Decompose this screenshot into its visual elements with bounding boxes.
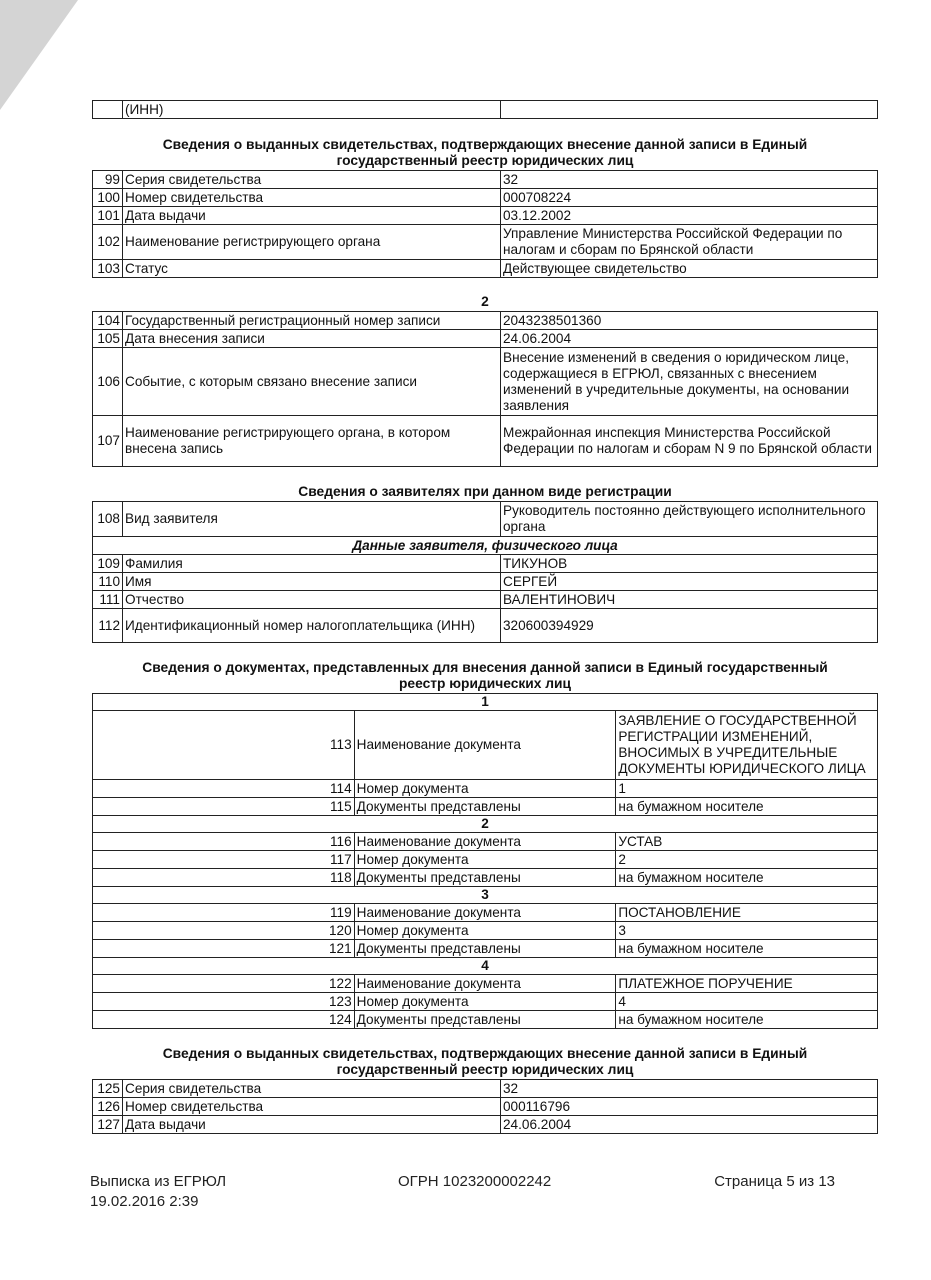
table-row	[93, 694, 878, 711]
row-value: 2043238501360	[501, 312, 878, 330]
row-number: 116	[93, 833, 355, 851]
row-number: 118	[93, 869, 355, 887]
row-label: Дата выдачи	[123, 207, 501, 225]
row-number: 122	[93, 975, 355, 993]
row-number: 126	[93, 1098, 123, 1116]
row-label: Наименование документа	[354, 904, 616, 922]
table-row	[93, 887, 878, 904]
row-value: Руководитель постоянно действующего исполнительного органа	[501, 502, 878, 537]
row-label: Статус	[123, 260, 501, 278]
row-number: 127	[93, 1116, 123, 1134]
footer-datetime: 19.02.2016 2:39	[90, 1193, 199, 1210]
row-number: 101	[93, 207, 123, 225]
row-number: 115	[93, 798, 355, 816]
row-number: 114	[93, 780, 355, 798]
table-row	[93, 171, 878, 189]
row-number: 104	[93, 312, 123, 330]
table-row	[93, 798, 878, 816]
table-row	[93, 416, 878, 467]
record-number-heading: 2	[481, 294, 489, 309]
table-row	[93, 189, 878, 207]
documents-table	[92, 693, 878, 1029]
row-label: Наименование регистрирующего органа	[123, 225, 501, 260]
table-row	[93, 330, 878, 348]
footer-ogrn: ОГРН 1023200002242	[398, 1173, 552, 1190]
page-current: 5	[786, 1173, 795, 1190]
inn-continuation-table	[92, 100, 878, 119]
table-row	[93, 348, 878, 416]
row-number: 121	[93, 940, 355, 958]
row-label: Номер документа	[354, 922, 616, 940]
table-row	[93, 1116, 878, 1134]
applicants-table	[92, 501, 878, 643]
table-row	[93, 816, 878, 833]
table-row	[93, 502, 878, 537]
row-value: ЗАЯВЛЕНИЕ О ГОСУДАРСТВЕННОЙ РЕГИСТРАЦИИ ИЗМЕНЕНИЙ, ВНОСИМЫХ В УЧРЕДИТЕЛЬНЫЕ ДОКУМЕНТЫ ЮРИДИЧЕСКОГО ЛИЦА	[616, 711, 878, 780]
row-value: 2	[616, 851, 878, 869]
row-number	[93, 101, 123, 119]
row-label: Государственный регистрационный номер записи	[123, 312, 501, 330]
row-value: 32	[501, 171, 878, 189]
footer-doc-label: Выписка из ЕГРЮЛ	[90, 1173, 227, 1190]
row-label: Событие, с которым связано внесение записи	[123, 348, 501, 416]
row-label: Документы представлены	[354, 1011, 616, 1029]
table-row	[93, 591, 878, 609]
row-value: 000116796	[501, 1098, 878, 1116]
row-value: 24.06.2004	[501, 330, 878, 348]
table-row	[93, 225, 878, 260]
row-label: Документы представлены	[354, 940, 616, 958]
applicant-subheading: Данные заявителя, физического лица	[93, 537, 878, 555]
table-row	[93, 573, 878, 591]
row-value: на бумажном носителе	[616, 798, 878, 816]
row-value: 000708224	[501, 189, 878, 207]
row-number: 119	[93, 904, 355, 922]
table-row	[93, 851, 878, 869]
table-row	[93, 904, 878, 922]
row-number: 113	[93, 711, 355, 780]
row-value: ПЛАТЕЖНОЕ ПОРУЧЕНИЕ	[616, 975, 878, 993]
row-value: ВАЛЕНТИНОВИЧ	[501, 591, 878, 609]
row-value	[501, 101, 878, 119]
row-value: Межрайонная инспекция Министерства Российской Федерации по налогам и сборам N 9 по Брянской области	[501, 416, 878, 467]
row-value: ТИКУНОВ	[501, 555, 878, 573]
table-row	[93, 609, 878, 643]
row-value: СЕРГЕЙ	[501, 573, 878, 591]
row-label: Документы представлены	[354, 798, 616, 816]
row-label: Дата выдачи	[123, 1116, 501, 1134]
row-label: Отчество	[123, 591, 501, 609]
table-row	[93, 101, 878, 119]
row-label: Серия свидетельства	[123, 171, 501, 189]
row-label: Серия свидетельства	[123, 1080, 501, 1098]
row-number: 124	[93, 1011, 355, 1029]
row-label: Номер документа	[354, 993, 616, 1011]
row-value: УСТАВ	[616, 833, 878, 851]
row-label: Документы представлены	[354, 869, 616, 887]
page-of: из	[798, 1173, 815, 1190]
row-value: 3	[616, 922, 878, 940]
row-value: 4	[616, 993, 878, 1011]
document-group-number: 3	[93, 887, 878, 904]
table-row	[93, 869, 878, 887]
row-number: 123	[93, 993, 355, 1011]
row-value: на бумажном носителе	[616, 940, 878, 958]
table-row	[93, 975, 878, 993]
table-row	[93, 833, 878, 851]
table-row	[93, 711, 878, 780]
row-value: Действующее свидетельство	[501, 260, 878, 278]
record-table	[92, 311, 878, 467]
row-value: 03.12.2002	[501, 207, 878, 225]
row-label: Номер документа	[354, 780, 616, 798]
row-number: 111	[93, 591, 123, 609]
table-row	[93, 993, 878, 1011]
certificates-table-2	[92, 1079, 878, 1134]
section-title-certificates-2: Сведения о выданных свидетельствах, подтверждающих внесение данной записи в Единый государственный реестр юридических лиц	[162, 1046, 808, 1077]
page-label: Страница	[714, 1173, 783, 1190]
row-number: 112	[93, 609, 123, 643]
table-row	[93, 940, 878, 958]
row-number: 99	[93, 171, 123, 189]
row-value: 32	[501, 1080, 878, 1098]
table-row	[93, 958, 878, 975]
table-row	[93, 1011, 878, 1029]
table-row	[93, 780, 878, 798]
row-value: Управление Министерства Российской Федерации по налогам и сборам по Брянской области	[501, 225, 878, 260]
row-value: 24.06.2004	[501, 1116, 878, 1134]
scan-corner-shadow	[0, 0, 78, 110]
row-label: Вид заявителя	[123, 502, 501, 537]
row-number: 117	[93, 851, 355, 869]
row-label: Имя	[123, 573, 501, 591]
table-row	[93, 537, 878, 555]
row-label: (ИНН)	[123, 101, 501, 119]
table-row	[93, 1080, 878, 1098]
table-row	[93, 207, 878, 225]
certificates-table-1	[92, 170, 878, 278]
row-number: 110	[93, 573, 123, 591]
row-value: на бумажном носителе	[616, 869, 878, 887]
section-title-applicants: Сведения о заявителях при данном виде регистрации	[298, 484, 672, 499]
row-number: 102	[93, 225, 123, 260]
row-number: 107	[93, 416, 123, 467]
row-label: Наименование документа	[354, 833, 616, 851]
row-label: Идентификационный номер налогоплательщика (ИНН)	[123, 609, 501, 643]
row-number: 108	[93, 502, 123, 537]
row-number: 100	[93, 189, 123, 207]
row-label: Номер документа	[354, 851, 616, 869]
table-row	[93, 555, 878, 573]
row-value: 1	[616, 780, 878, 798]
footer-page-number	[714, 1172, 835, 1192]
document-group-number: 4	[93, 958, 878, 975]
row-value: на бумажном носителе	[616, 1011, 878, 1029]
table-row	[93, 260, 878, 278]
row-number: 105	[93, 330, 123, 348]
row-number: 109	[93, 555, 123, 573]
row-label: Наименование регистрирующего органа, в котором внесена запись	[123, 416, 501, 467]
row-label: Номер свидетельства	[123, 189, 501, 207]
document-group-number: 1	[93, 694, 878, 711]
table-row	[93, 1098, 878, 1116]
document-group-number: 2	[93, 816, 878, 833]
row-number: 125	[93, 1080, 123, 1098]
row-label: Наименование документа	[354, 711, 616, 780]
row-label: Дата внесения записи	[123, 330, 501, 348]
row-number: 106	[93, 348, 123, 416]
section-title-certificates-1: Сведения о выданных свидетельствах, подтверждающих внесение данной записи в Единый государственный реестр юридических лиц	[162, 137, 808, 168]
document-page	[92, 100, 878, 1134]
row-value: ПОСТАНОВЛЕНИЕ	[616, 904, 878, 922]
table-row	[93, 922, 878, 940]
row-label: Наименование документа	[354, 975, 616, 993]
row-label: Фамилия	[123, 555, 501, 573]
row-value: 320600394929	[501, 609, 878, 643]
footer-left	[90, 1172, 226, 1212]
row-number: 120	[93, 922, 355, 940]
section-title-documents: Сведения о документах, представленных для внесения данной записи в Единый государственный реестр юридических лиц	[142, 660, 828, 691]
row-number: 103	[93, 260, 123, 278]
table-row	[93, 312, 878, 330]
page-total: 13	[818, 1173, 835, 1190]
row-label: Номер свидетельства	[123, 1098, 501, 1116]
row-value: Внесение изменений в сведения о юридическом лице, содержащиеся в ЕГРЮЛ, связанных с внесением изменений в учредительные документы, на основании заявления	[501, 348, 878, 416]
